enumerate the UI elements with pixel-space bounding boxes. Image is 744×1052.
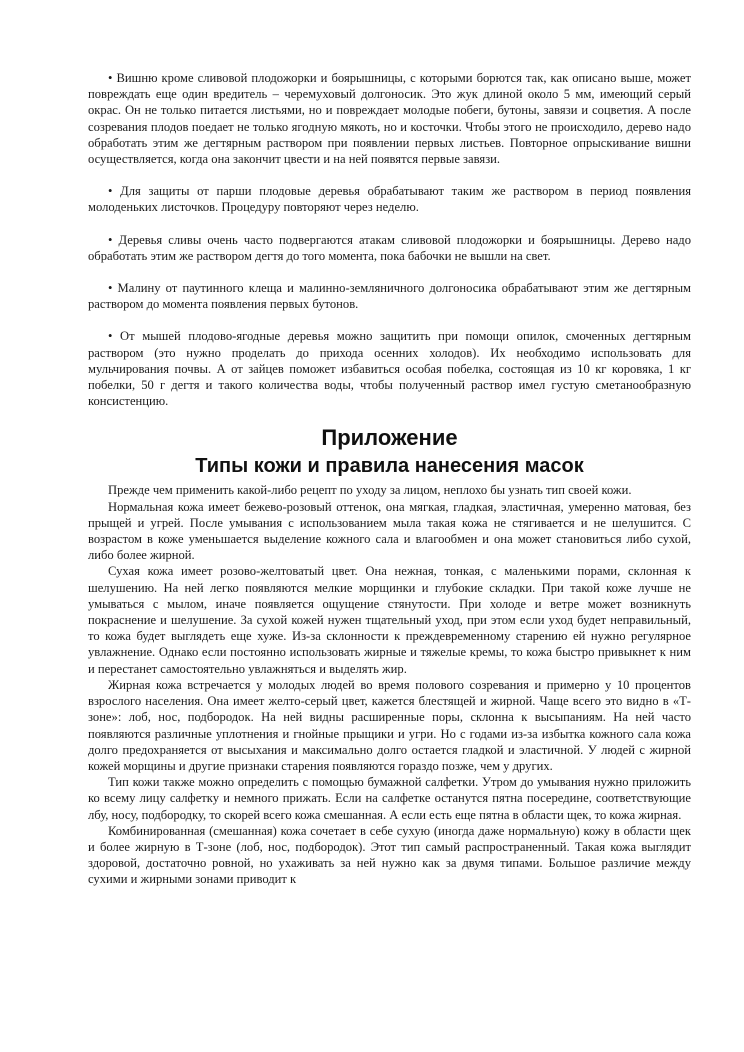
appendix-heading: Приложение bbox=[321, 425, 458, 451]
paragraph-combination-skin: Комбинированная (смешанная) кожа сочетает в себе сухую (иногда даже нормальную) кожу в области щек и более жирную в Т-зоне (лоб, нос, подбородок). Этот тип самый распространенный. Такая кожа выглядит здоровой, достаточно ровной, но ухаживать за ней нужно как за двумя типами. Большое различие между сухими и жирными зонами приводит к bbox=[88, 823, 691, 887]
paragraph-intro: Прежде чем применить какой-либо рецепт по уходу за лицом, неплохо бы узнать тип своей кожи. bbox=[108, 483, 632, 498]
bullet-paragraph-cherry-weevil: • Вишню кроме сливовой плодожорки и боярышницы, с которыми борются так, как описано выше, может повреждать еще один вредитель – черемуховый долгоносик. Это жук длиной около 5 мм, имеющий серый окрас. Он не только питается листьями, но и повреждает молодые побеги, бутоны, завязи и соцветия. А после созревания плодов поедает не только ягодную мякоть, но и косточки. Чтобы этого не происходило, дерево надо обработать этим же дегтярным раствором при появлении первых листьев. Повторное опрыскивание вишни осуществляется, когда она закончит цвести и на ней появятся первые завязи. bbox=[88, 71, 691, 167]
paragraph-dry-skin: Сухая кожа имеет розово-желтоватый цвет. Она нежная, тонкая, с маленькими порами, склонная к шелушению. На ней легко появляются мелкие морщинки и глубокие складки. При такой коже лучше не умываться с мылом, иначе появляется ощущение стянутости. При холоде и ветре может возникнуть покраснение и шелушение. За сухой кожей нужен тщательный уход, при этом если уход будет неправильный, то кожа будет выглядеть еще хуже. Из-за склонности к преждевременному старению ей нужно регулярное увлажнение. Однако если постоянно использовать жирные и тяжелые кремы, то кожа быстро привыкнет к ним и перестанет самостоятельно увлажняться и выделять жир. bbox=[88, 564, 691, 676]
paragraph-napkin-test: Тип кожи также можно определить с помощью бумажной салфетки. Утром до умывания нужно приложить ко всему лицу салфетку и немного прижать. Если на салфетке останутся пятна посередине, соответствующие лбу, носу, подбородку, то скорей всего кожа смешанная. А если есть еще пятна в области щек, то кожа жирная. bbox=[88, 775, 691, 822]
paragraph-oily-skin: Жирная кожа встречается у молодых людей во время полового созревания и примерно у 10 процентов взрослого населения. Она имеет желто-серый цвет, кажется блестящей и жирной. Чаще всего это видно в «Т-зоне»: лоб, нос, подбородок. На ней видны расширенные поры, склонна к высыпаниям. На ней часто появляются различные уплотнения и гнойные прыщики и угри. Но с годами из-за избытка кожного сала кожа долго предохраняется от высыхания и максимально долго остается гладкой и эластичной. У людей с жирной кожей морщины и другие признаки старения появляются гораздо позже, чем у других. bbox=[88, 677, 691, 773]
document-page bbox=[88, 70, 691, 888]
section-subheading: Типы кожи и правила нанесения масок bbox=[195, 455, 584, 478]
bullet-paragraph-plum: • Деревья сливы очень часто подвергаются атакам сливовой плодожорки и боярышницы. Дерево надо обработать этим же раствором дегтя до того момента, пока бабочки не вышли на свет. bbox=[88, 232, 691, 263]
bullet-paragraph-raspberry: • Малину от паутинного клеща и малинно-земляничного долгоносика обрабатывают этим же дегтярным раствором до момента появления первых бутонов. bbox=[88, 281, 691, 312]
bullet-paragraph-scab: • Для защиты от парши плодовые деревья обрабатывают таким же раствором в период появления молоденьких листочков. Процедуру повторяют через неделю. bbox=[88, 184, 691, 215]
paragraph-normal-skin: Нормальная кожа имеет бежево-розовый оттенок, она мягкая, гладкая, эластичная, умеренно матовая, без прыщей и угрей. После умывания с использованием мыла такая кожа не стягивается и не шелушится. С возрастом в коже уменьшается выделение кожного сала и влагообмен и она может становиться либо сухой, либо более жирной. bbox=[88, 499, 691, 563]
bullet-paragraph-mice: • От мышей плодово-ягодные деревья можно защитить при помощи опилок, смоченных дегтярным раствором (это нужно проделать до прихода осенних холодов). Их необходимо использовать для мульчирования почвы. А от зайцев поможет избавиться особая побелка, состоящая из 10 кг коровяка, 1 кг побелки, 50 г дегтя и такого количества воды, чтобы полученный раствор имел густую сметанообразную консистенцию. bbox=[88, 329, 691, 409]
